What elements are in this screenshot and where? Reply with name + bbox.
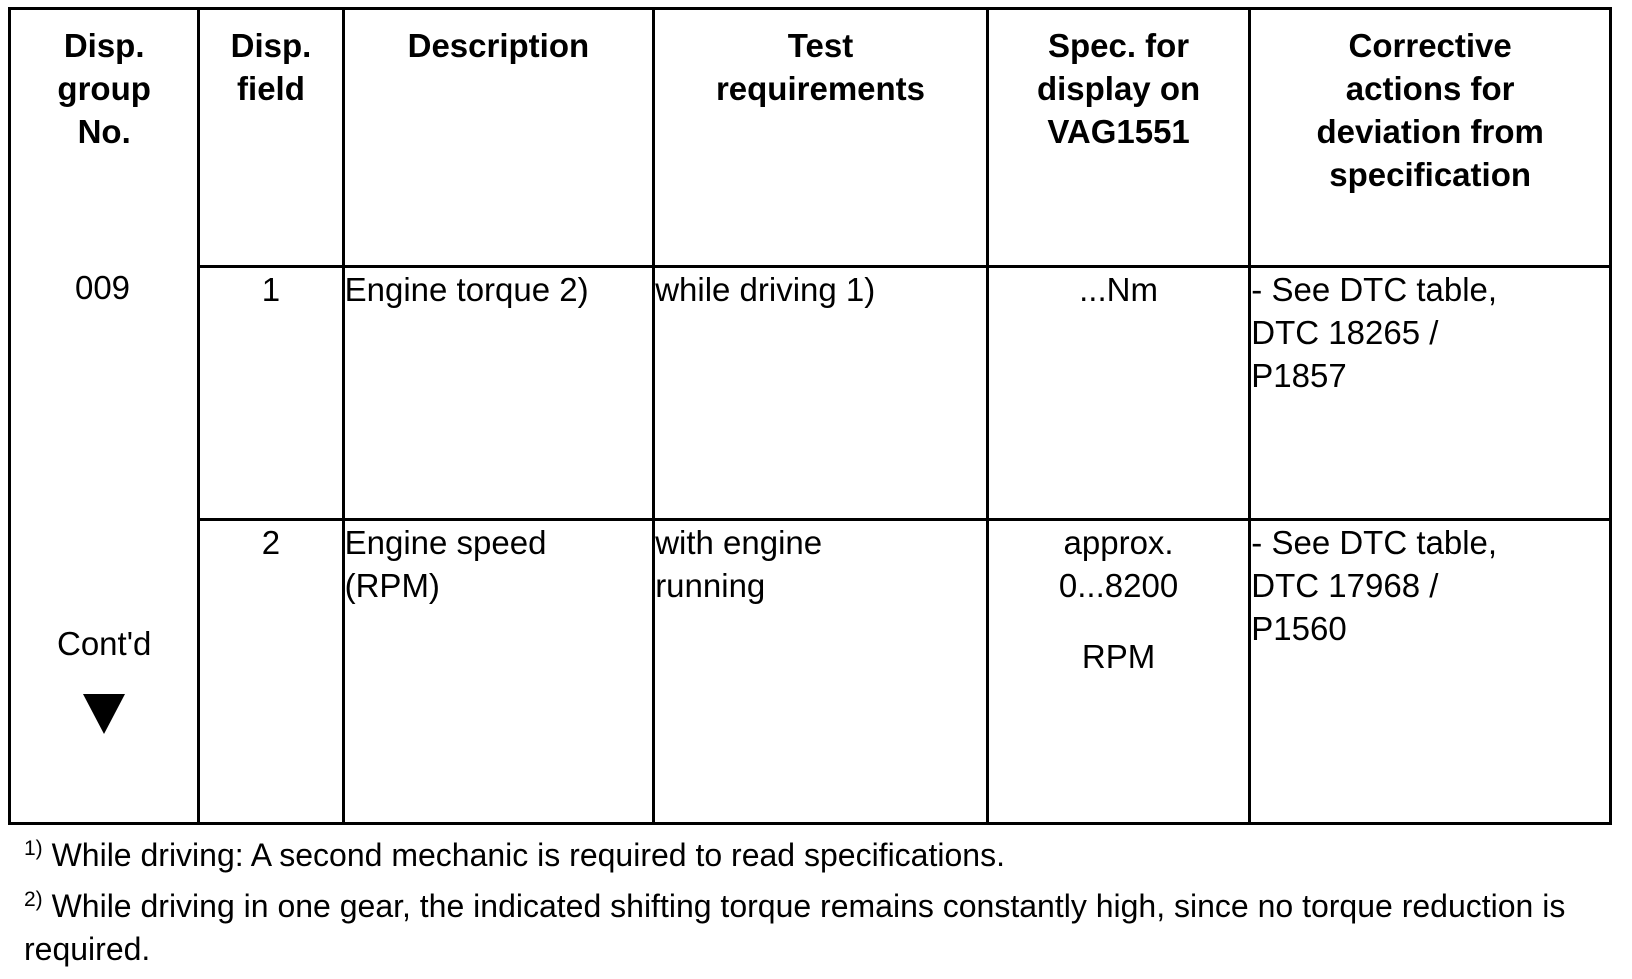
header-display-group: Disp. group No. (57, 27, 151, 150)
header-display-group-cell (10, 9, 199, 520)
header-spec-display: Spec. for display on VAG1551 (987, 9, 1249, 267)
footnote-2: $^{2)}$ While driving in one gear, the indicated shifting torque remains constantly high, since no torque reduction is required. (24, 888, 1566, 967)
down-triangle-icon (83, 694, 125, 734)
footnote-1: $^{1)}$ While driving: A second mechanic is required to read specifications. (24, 837, 1005, 873)
display-group-table (8, 7, 1612, 825)
test-requirements-cell: while driving 1) (654, 267, 988, 520)
spec-display-cell: approx. 0...8200 RPM (987, 520, 1249, 824)
test-requirements-cell: with engine running (654, 520, 988, 824)
header-corrective-actions: Corrective actions for deviation from specification (1250, 9, 1611, 267)
header-display-field: Disp. field (199, 9, 343, 267)
spec-display-cell: ...Nm (987, 267, 1249, 520)
table-header-row (10, 9, 1611, 267)
footnotes (24, 834, 1604, 979)
corrective-actions-cell: - See DTC table, DTC 17968 / P1560 (1250, 520, 1611, 824)
description-cell: Engine torque 2) (343, 267, 654, 520)
continued-label: Cont'd (56, 624, 152, 662)
header-description: Description (343, 9, 654, 267)
spec-unit: RPM (1081, 638, 1156, 675)
table-row (10, 520, 1611, 824)
header-test-requirements: Test requirements (654, 9, 988, 267)
display-group-continued-cell (10, 520, 199, 824)
table-row (10, 267, 1611, 520)
display-group-number: 009 (74, 269, 131, 306)
display-field-cell: 1 (199, 267, 343, 520)
display-field-cell: 2 (199, 520, 343, 824)
corrective-actions-cell: - See DTC table, DTC 18265 / P1857 (1250, 267, 1611, 520)
description-cell: Engine speed (RPM) (343, 520, 654, 824)
